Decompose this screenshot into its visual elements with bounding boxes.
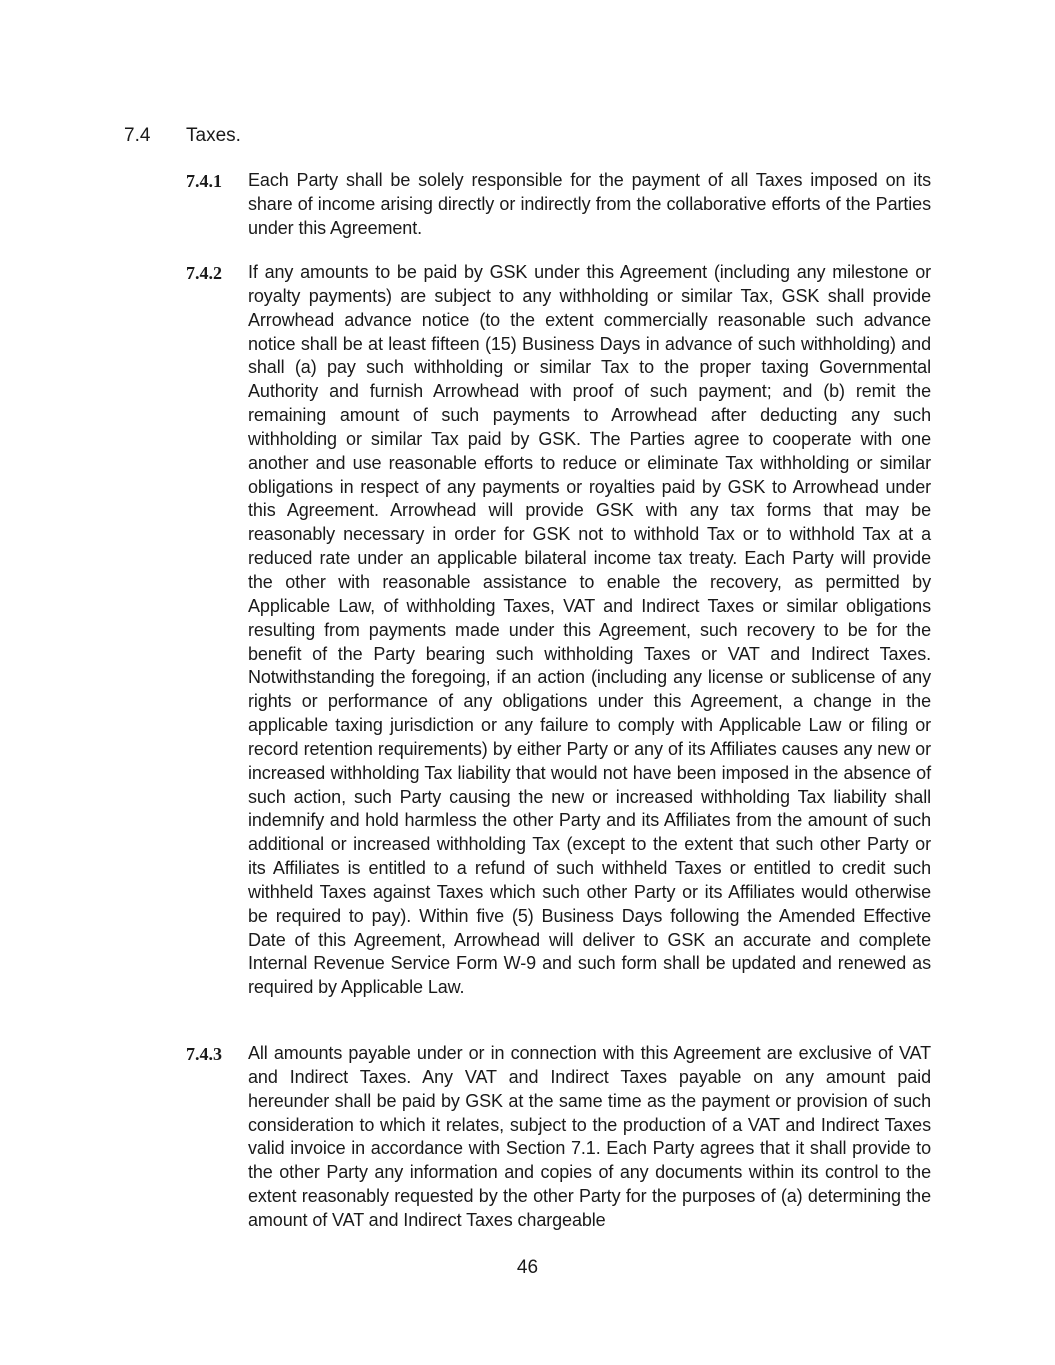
subsection-number: 7.4.3 <box>186 1044 222 1064</box>
subsection-number: 7.4.1 <box>186 171 222 191</box>
subsection-number: 7.4.2 <box>186 263 222 283</box>
subsection-text: If any amounts to be paid by GSK under this Agreement (including any milestone or royalty payments) are subject to any withholding or similar Tax, GSK shall provide Arrowhead advance notice (to the extent commercially reasonable such advance notice shall be at least fifteen (15) Business Days in advance of such withholding) and shall (a) pay such withholding or similar Tax to the proper taxing Governmental Authority and furnish Arrowhead with proof of such payment; and (b) remit the remaining amount of such payments to Arrowhead after deducting any such withholding or similar Tax paid by GSK. The Parties agree to cooperate with one another and use reasonable efforts to reduce or eliminate Tax withholding or similar obligations in respect of any payments or royalties paid by GSK to Arrowhead under this Agreement. Arrowhead will provide GSK with any tax forms that may be reasonably necessary in order for GSK not to withhold Tax or to withhold Tax at a reduced rate under an applicable bilateral income tax treaty. Each Party will provide the other with reasonable assistance to enable the recovery, as permitted by Applicable Law, of withholding Taxes, VAT and Indirect Taxes or similar obligations resulting from payments made under this Agreement, such recovery to be for the benefit of the Party bearing such withholding Taxes or VAT and Indirect Taxes. Notwithstanding the foregoing, if an action (including any license or sublicense of any rights or performance of any obligations under this Agreement, a change in the applicable taxing jurisdiction or any failure to comply with Applicable Law or filing or record retention requirements) by either Party or any of its Affiliates causes any new or increased withholding Tax liability that would not have been imposed in the absence of such action, such Party causing the new or increased withholding Tax liability shall indemnify and hold harmless the other Party and its Affiliates from the amount of such additional or increased withholding Tax (except to the extent that such other Party or its Affiliates is entitled to a refund of such withheld Taxes or entitled to credit such withheld Taxes against Taxes which such other Party or its Affiliates would otherwise be required to pay). Within five (5) Business Days following the Amended Effective Date of this Agreement, Arrowhead will deliver to GSK an accurate and complete Internal Revenue Service Form W-9 and such form shall be updated and renewed as required by Applicable Law. <box>248 262 931 998</box>
section-number: 7.4 <box>124 125 151 146</box>
section-heading <box>124 124 241 148</box>
subsection-text: Each Party shall be solely responsible for the payment of all Taxes imposed on its share of income arising directly or indirectly from the collaborative efforts of the Parties under this Agreement. <box>248 170 931 238</box>
subsection-7-4-1 <box>186 169 931 241</box>
subsection-7-4-3 <box>186 1042 931 1233</box>
subsection-text: All amounts payable under or in connection with this Agreement are exclusive of VAT and Indirect Taxes. Any VAT and Indirect Taxes payable on any amount paid hereunder shall be paid by GSK at the same time as the payment or provision of such consideration to which it relates, subject to the production of a VAT and Indirect Taxes valid invoice in accordance with Section 7.1. Each Party agrees that it shall provide to the other Party any information and copies of any documents within its control to the extent reasonably requested by the other Party for the purposes of (a) determining the amount of VAT and Indirect Taxes chargeable <box>248 1043 931 1230</box>
page-number: 46 <box>516 1257 539 1278</box>
subsection-7-4-2 <box>186 261 931 1000</box>
section-title: Taxes. <box>186 125 241 146</box>
